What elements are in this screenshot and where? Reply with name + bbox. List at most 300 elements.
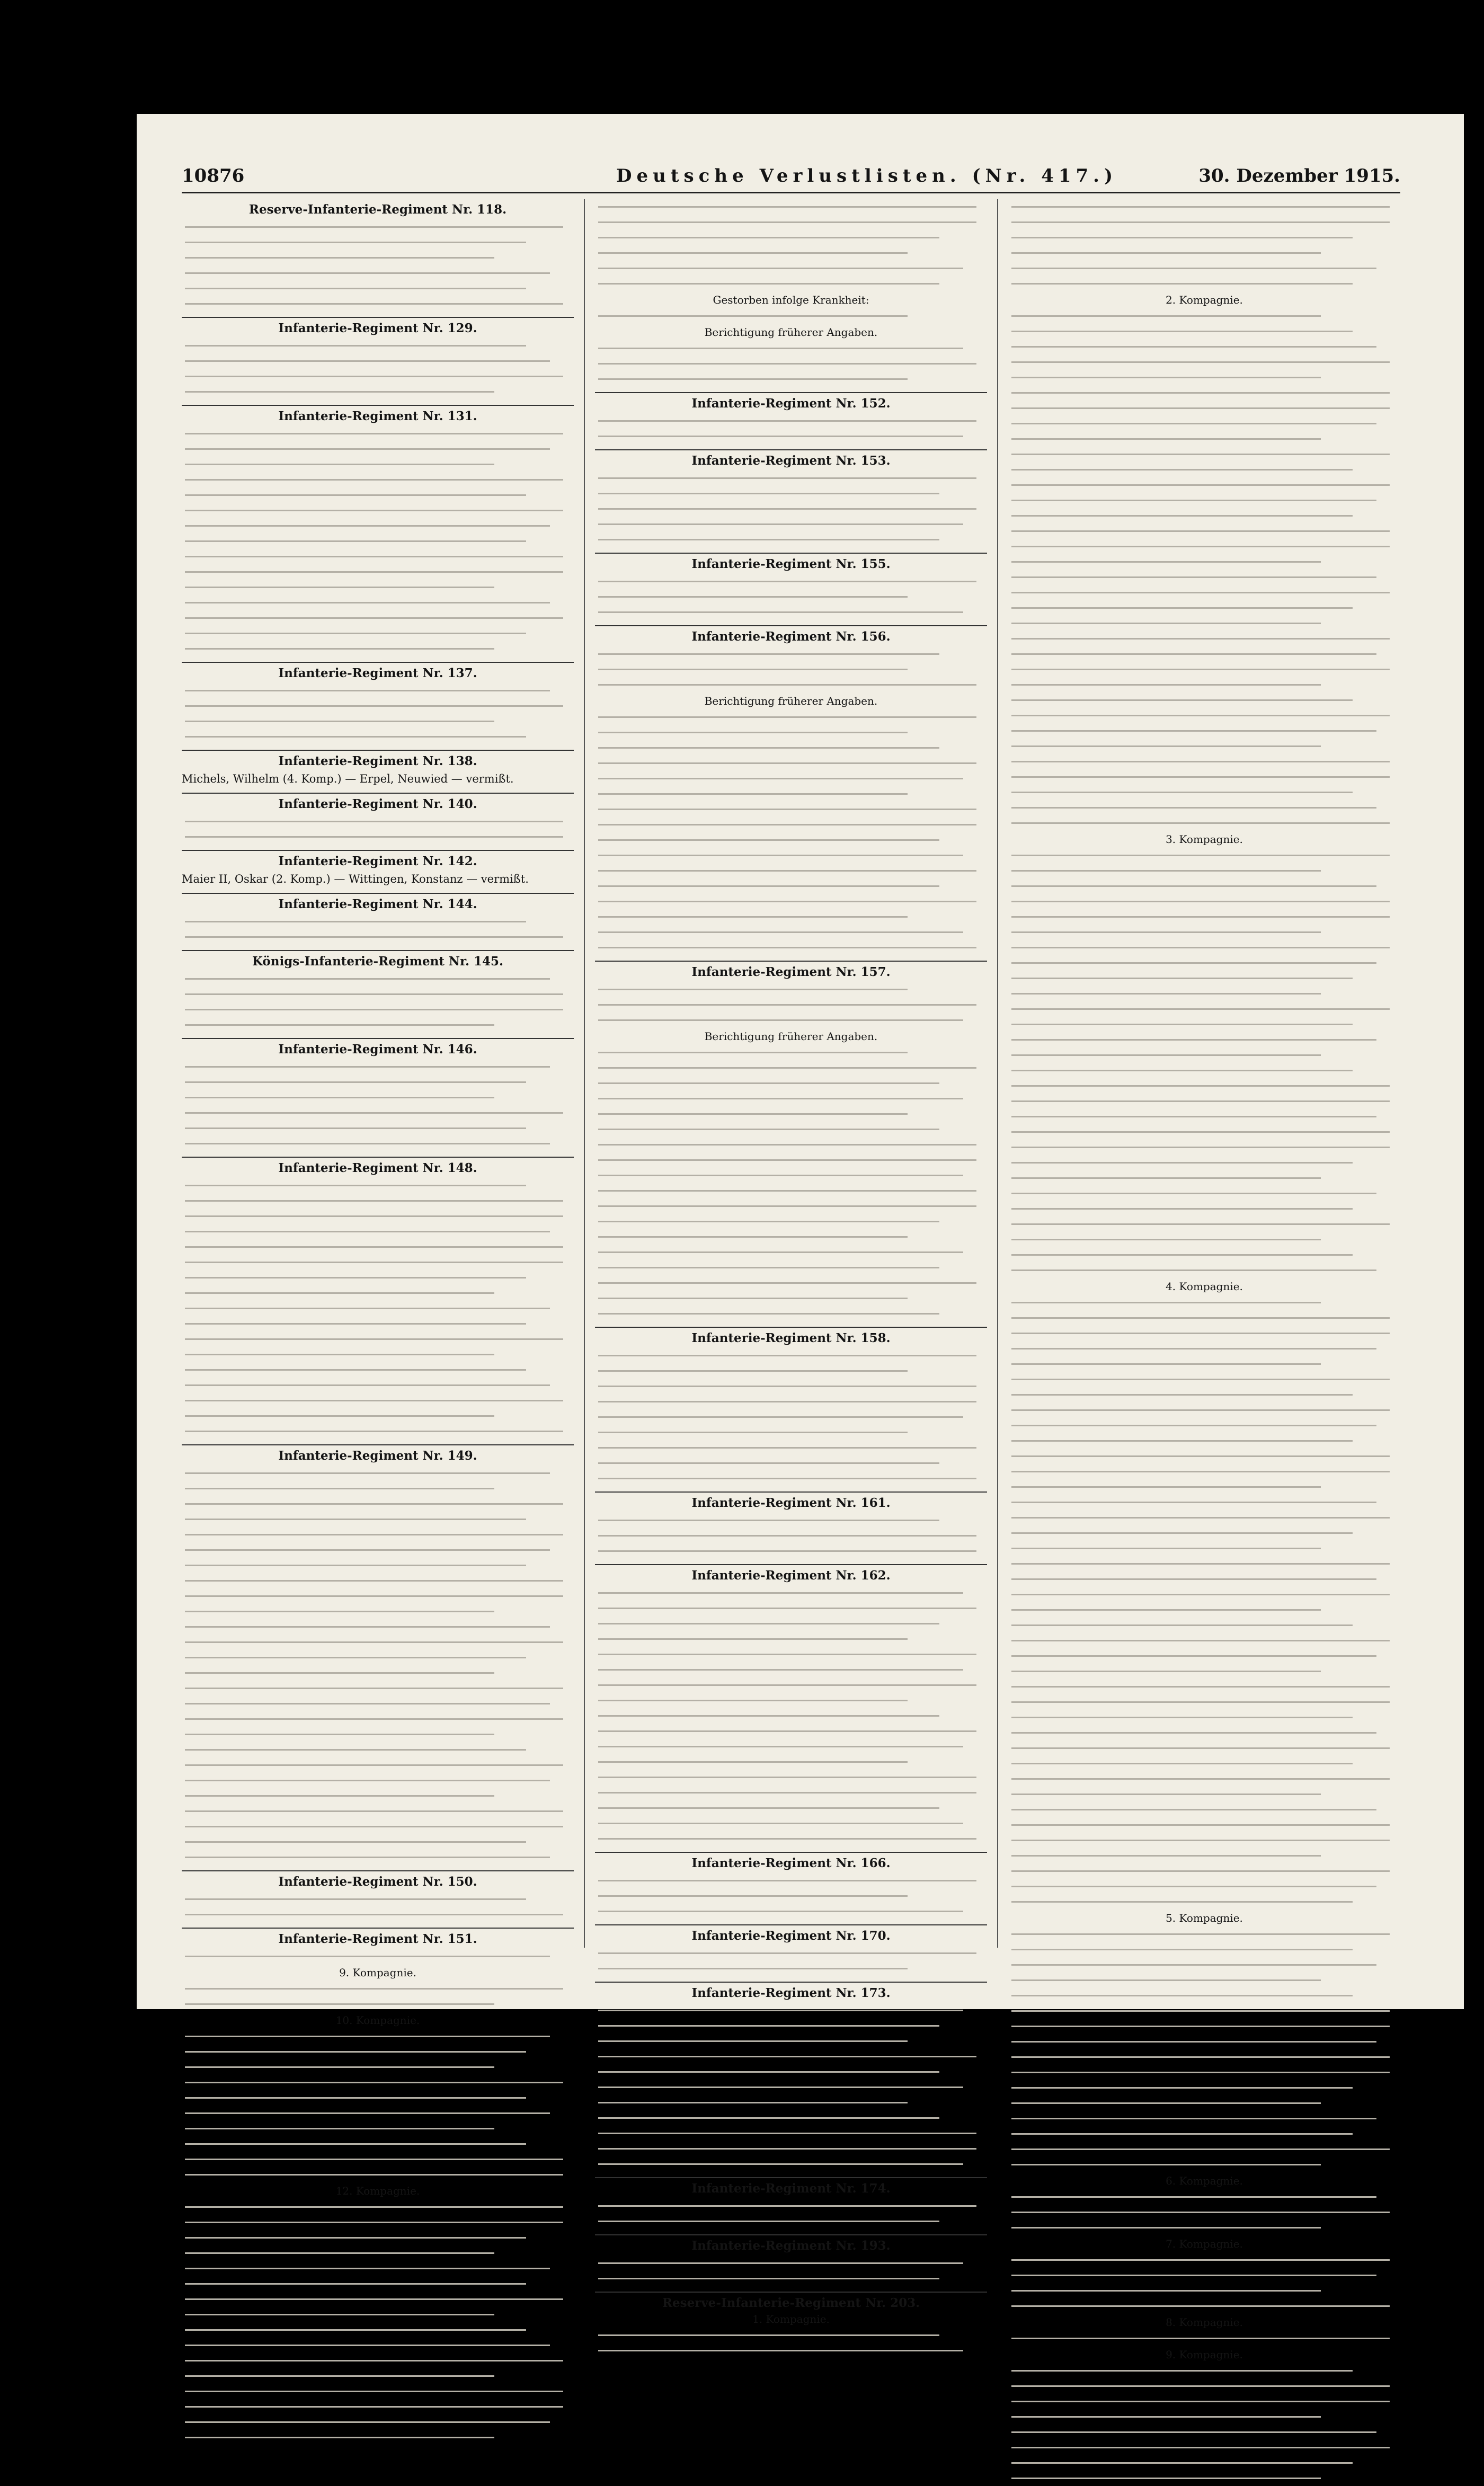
text-line	[595, 276, 987, 291]
text-line	[1008, 1525, 1400, 1541]
text-line	[595, 709, 987, 725]
text-line	[182, 1512, 574, 1527]
text-line	[182, 1834, 574, 1850]
text-line	[182, 1285, 574, 1301]
text-line	[1008, 1140, 1400, 1155]
text-line	[1008, 539, 1400, 554]
text-line	[182, 1788, 574, 1804]
text-line	[182, 814, 574, 829]
text-line	[182, 518, 574, 534]
text-line	[595, 2126, 987, 2141]
text-line	[595, 1528, 987, 1543]
text-line	[1008, 800, 1400, 815]
text-line	[1008, 1063, 1400, 1078]
text-line	[595, 2064, 987, 2080]
text-line	[182, 353, 574, 369]
text-line	[182, 503, 574, 518]
text-line	[595, 1739, 987, 1754]
text-line	[1008, 1155, 1400, 1170]
text-line	[182, 2230, 574, 2245]
section-heading: 12. Kompagnie.	[335, 2185, 420, 2197]
text-line	[1008, 477, 1400, 493]
text-line	[182, 1949, 574, 1964]
text-line	[595, 308, 987, 324]
section-heading: 6. Kompagnie.	[1166, 2174, 1243, 2187]
text-line	[1008, 1771, 1400, 1787]
regiment-heading: Infanterie-Regiment Nr. 162.	[595, 1564, 987, 1583]
text-line	[182, 2292, 574, 2307]
text-line	[595, 1440, 987, 1455]
text-line	[1008, 2283, 1400, 2298]
text-line	[182, 1075, 574, 1090]
text-line	[595, 1647, 987, 1662]
regiment-heading: Königs-Infanterie-Regiment Nr. 145.	[182, 950, 574, 969]
text-line	[595, 2256, 987, 2271]
text-line	[182, 1121, 574, 1136]
text-line	[595, 1754, 987, 1770]
text-line	[182, 1424, 574, 1439]
text-line	[595, 1137, 987, 1152]
text-line	[1008, 692, 1400, 708]
column-rule	[997, 199, 998, 1948]
regiment-heading: Infanterie-Regiment Nr. 193.	[595, 2234, 987, 2253]
text-line	[1008, 339, 1400, 354]
publication-title	[616, 165, 1117, 187]
text-line	[595, 1585, 987, 1601]
text-line	[1008, 1741, 1400, 1756]
text-line	[182, 2167, 574, 2182]
text-line	[182, 265, 574, 281]
text-line	[1008, 385, 1400, 401]
text-line	[1008, 261, 1400, 276]
text-line	[182, 2384, 574, 2399]
text-line	[1008, 1756, 1400, 1771]
text-line	[595, 371, 987, 387]
text-line	[1008, 2126, 1400, 2142]
section-heading: 8. Kompagnie.	[1166, 2316, 1243, 2329]
text-line	[1008, 1725, 1400, 1741]
text-line	[595, 261, 987, 276]
text-line	[182, 987, 574, 1002]
text-line	[595, 1631, 987, 1647]
text-line	[1008, 1232, 1400, 1247]
text-line	[1008, 1694, 1400, 1710]
regiment-heading: Reserve-Infanterie-Regiment Nr. 203.	[595, 2292, 987, 2310]
text-line	[182, 369, 574, 384]
text-line	[595, 1106, 987, 1122]
text-line	[182, 2368, 574, 2384]
page-number: 10876	[182, 165, 245, 187]
text-line	[595, 2049, 987, 2064]
regiment-heading: Infanterie-Regiment Nr. 161.	[595, 1491, 987, 1510]
text-line	[1008, 447, 1400, 462]
text-line	[595, 1662, 987, 1677]
text-line	[1008, 2019, 1400, 2034]
text-line	[1008, 1510, 1400, 1525]
text-line	[1008, 769, 1400, 785]
text-line	[182, 2044, 574, 2059]
text-line	[1008, 1433, 1400, 1449]
section-heading: Berichtigung früherer Angaben.	[704, 695, 878, 707]
text-line	[182, 2136, 574, 2152]
text-line	[1008, 1418, 1400, 1433]
text-line	[1008, 2409, 1400, 2425]
issue-date: 30. Dezember 1915.	[1198, 165, 1400, 187]
text-line	[1008, 2111, 1400, 2126]
text-line	[595, 2271, 987, 2286]
text-line	[1008, 1710, 1400, 1725]
text-line	[595, 1183, 987, 1198]
text-line	[595, 1045, 987, 1060]
text-line	[1008, 2049, 1400, 2065]
text-line	[1008, 1326, 1400, 1341]
text-line	[182, 1804, 574, 1819]
text-line	[595, 199, 987, 215]
regiment-heading: Infanterie-Regiment Nr. 144.	[182, 893, 574, 911]
text-line	[1008, 230, 1400, 245]
text-line	[595, 1275, 987, 1291]
text-line	[182, 1408, 574, 1424]
text-line	[182, 1773, 574, 1788]
text-line	[595, 470, 987, 486]
column-3	[1008, 199, 1400, 2361]
text-line	[595, 925, 987, 940]
text-line	[595, 771, 987, 786]
text-line	[182, 219, 574, 235]
text-line	[182, 1017, 574, 1033]
text-line	[1008, 2220, 1400, 2235]
regiment-heading: Infanterie-Regiment Nr. 151.	[182, 1928, 574, 1946]
text-line	[182, 2106, 574, 2121]
text-line	[1008, 1894, 1400, 1910]
regiment-heading: Reserve-Infanterie-Regiment Nr. 118.	[248, 202, 507, 217]
text-line	[182, 1527, 574, 1542]
text-line	[595, 832, 987, 848]
text-line	[182, 2215, 574, 2230]
text-line	[1008, 493, 1400, 508]
text-line	[182, 1378, 574, 1393]
text-line	[595, 1693, 987, 1708]
section-heading: 4. Kompagnie.	[1166, 1280, 1243, 1293]
text-line	[595, 517, 987, 532]
text-line	[1008, 1402, 1400, 1418]
text-line	[1008, 2378, 1400, 2394]
text-line	[182, 1393, 574, 1408]
text-line	[1008, 1556, 1400, 1571]
text-line	[1008, 416, 1400, 431]
text-line	[182, 1757, 574, 1773]
text-line	[1008, 2096, 1400, 2111]
text-line	[1008, 1372, 1400, 1387]
text-line	[595, 1260, 987, 1275]
text-line	[1008, 401, 1400, 416]
text-line	[1008, 2440, 1400, 2455]
text-line	[595, 501, 987, 517]
text-line	[1008, 1341, 1400, 1356]
casualty-entry: Michels, Wilhelm (4. Komp.) — Erpel, Neuwied — vermißt.	[182, 773, 514, 785]
text-line	[595, 817, 987, 832]
page-header	[182, 164, 1400, 193]
text-line	[1008, 1926, 1400, 1942]
text-line	[182, 610, 574, 626]
text-line	[1008, 2205, 1400, 2220]
text-line	[182, 971, 574, 987]
text-line	[1008, 739, 1400, 754]
regiment-heading: Infanterie-Regiment Nr. 155.	[595, 553, 987, 571]
text-line	[595, 1816, 987, 1831]
text-line	[1008, 815, 1400, 831]
text-line	[1008, 909, 1400, 925]
text-line	[595, 1076, 987, 1091]
text-line	[182, 626, 574, 641]
text-line	[182, 534, 574, 549]
text-line	[182, 1681, 574, 1696]
newspaper-page	[137, 114, 1464, 2361]
text-line	[182, 580, 574, 595]
text-line	[1008, 940, 1400, 955]
text-line	[1008, 1817, 1400, 1833]
text-line	[1008, 2298, 1400, 2314]
text-line	[595, 1961, 987, 1976]
text-line	[595, 605, 987, 620]
text-line	[1008, 1449, 1400, 1464]
text-line	[182, 2353, 574, 2368]
text-line	[595, 1152, 987, 1168]
text-line	[595, 982, 987, 997]
section-heading: 5. Kompagnie.	[1166, 1912, 1243, 1924]
text-line	[595, 2156, 987, 2172]
text-line	[182, 1301, 574, 1316]
regiment-heading: Infanterie-Regiment Nr. 170.	[595, 1924, 987, 1943]
text-line	[595, 1245, 987, 1260]
text-line	[1008, 1495, 1400, 1510]
text-line	[1008, 1848, 1400, 1863]
text-line	[1008, 1863, 1400, 1879]
regiment-heading: Infanterie-Regiment Nr. 174.	[595, 2177, 987, 2196]
text-line	[182, 1850, 574, 1865]
text-line	[595, 909, 987, 925]
text-line	[595, 1425, 987, 1440]
text-line	[1008, 894, 1400, 909]
regiment-heading: Infanterie-Regiment Nr. 158.	[595, 1327, 987, 1345]
text-line	[182, 1002, 574, 1017]
text-line	[595, 413, 987, 429]
text-line	[182, 235, 574, 250]
text-line	[1008, 616, 1400, 631]
regiment-heading: Infanterie-Regiment Nr. 153.	[595, 449, 987, 468]
text-line	[1008, 600, 1400, 616]
text-line	[1008, 1571, 1400, 1587]
text-line	[1008, 570, 1400, 585]
text-line	[182, 1665, 574, 1681]
regiment-heading: Infanterie-Regiment Nr. 131.	[182, 405, 574, 423]
text-line	[182, 384, 574, 399]
regiment-heading: Infanterie-Regiment Nr. 157.	[595, 961, 987, 979]
text-line	[182, 729, 574, 744]
text-line	[182, 2090, 574, 2106]
text-line	[182, 1105, 574, 1121]
text-line	[595, 1394, 987, 1409]
text-line	[182, 1711, 574, 1727]
text-line	[182, 1573, 574, 1588]
text-line	[182, 2075, 574, 2090]
text-line	[182, 1466, 574, 1481]
text-line	[595, 1513, 987, 1528]
text-line	[595, 848, 987, 863]
regiment-heading: Infanterie-Regiment Nr. 148.	[182, 1157, 574, 1175]
regiment-heading: Infanterie-Regiment Nr. 152.	[595, 392, 987, 411]
text-line	[1008, 708, 1400, 723]
text-line	[1008, 863, 1400, 878]
text-line	[182, 2399, 574, 2414]
text-line	[182, 2121, 574, 2136]
text-line	[595, 589, 987, 605]
section-heading: 9. Kompagnie.	[1166, 2348, 1243, 2361]
text-line	[1008, 1833, 1400, 1848]
text-line	[595, 2141, 987, 2156]
section-heading: Berichtigung früherer Angaben.	[704, 326, 878, 339]
text-line	[182, 1347, 574, 1362]
column-1	[182, 199, 574, 2197]
text-line	[595, 1831, 987, 1846]
text-line	[1008, 1957, 1400, 1973]
text-line	[1008, 646, 1400, 662]
text-line	[182, 1481, 574, 1496]
text-line	[595, 2343, 987, 2358]
text-line	[1008, 1295, 1400, 1310]
text-line	[182, 1316, 574, 1331]
text-line	[1008, 1802, 1400, 1817]
text-line	[182, 2152, 574, 2167]
text-line	[595, 863, 987, 878]
text-line	[595, 1601, 987, 1616]
text-line	[595, 1122, 987, 1137]
text-line	[1008, 324, 1400, 339]
text-line	[595, 756, 987, 771]
column-rule	[584, 199, 585, 1948]
regiment-heading: Infanterie-Regiment Nr. 142.	[182, 850, 574, 868]
text-line	[595, 1060, 987, 1076]
text-line	[595, 1708, 987, 1724]
text-line	[1008, 1648, 1400, 1664]
section-heading: 7. Kompagnie.	[1166, 2238, 1243, 2250]
text-line	[182, 1696, 574, 1711]
text-line	[595, 1409, 987, 1425]
text-line	[1008, 2425, 1400, 2440]
text-line	[1008, 215, 1400, 230]
text-line	[182, 2430, 574, 2445]
text-line	[182, 829, 574, 845]
text-line	[1008, 554, 1400, 570]
text-line	[1008, 1664, 1400, 1679]
text-line	[595, 2110, 987, 2126]
regiment-heading: Infanterie-Regiment Nr. 150.	[182, 1870, 574, 1889]
text-line	[182, 714, 574, 729]
text-line	[595, 429, 987, 444]
text-line	[595, 1229, 987, 1245]
text-line	[595, 2018, 987, 2034]
text-line	[182, 2307, 574, 2322]
text-line	[182, 1727, 574, 1742]
text-line	[595, 1616, 987, 1631]
text-line	[1008, 1787, 1400, 1802]
section-heading: Berichtigung früherer Angaben.	[704, 1030, 878, 1043]
section-heading: 10. Kompagnie.	[335, 2014, 420, 2027]
text-line	[182, 296, 574, 312]
text-line	[182, 1635, 574, 1650]
text-line	[1008, 2034, 1400, 2049]
text-line	[182, 595, 574, 610]
text-line	[1008, 1541, 1400, 1556]
text-line	[1008, 1310, 1400, 1326]
text-line	[1008, 1124, 1400, 1140]
text-line	[182, 929, 574, 945]
text-line	[595, 725, 987, 740]
text-line	[595, 1471, 987, 1486]
text-line	[1008, 2455, 1400, 2471]
text-line	[182, 1209, 574, 1224]
text-line	[182, 250, 574, 265]
text-line	[182, 1224, 574, 1239]
text-line	[595, 2198, 987, 2214]
text-line	[182, 1362, 574, 1378]
text-line	[595, 1013, 987, 1028]
text-line	[595, 940, 987, 955]
text-line	[1008, 308, 1400, 324]
text-line	[595, 486, 987, 501]
text-line	[595, 2095, 987, 2110]
text-line	[182, 1604, 574, 1619]
text-line	[595, 1904, 987, 1919]
section-heading: 9. Kompagnie.	[339, 1966, 416, 1979]
text-line	[595, 1291, 987, 1306]
text-line	[182, 1588, 574, 1604]
text-line	[595, 2328, 987, 2343]
regiment-heading: Infanterie-Regiment Nr. 173.	[595, 1982, 987, 2000]
text-line	[182, 441, 574, 457]
text-line	[595, 532, 987, 547]
text-line	[1008, 955, 1400, 971]
text-line	[182, 564, 574, 580]
text-line	[1008, 1602, 1400, 1618]
text-line	[1008, 1186, 1400, 1201]
text-line	[1008, 662, 1400, 677]
text-line	[182, 457, 574, 472]
text-line	[1008, 1973, 1400, 1988]
text-line	[595, 646, 987, 662]
text-line	[182, 1819, 574, 1834]
text-line	[182, 338, 574, 353]
text-line	[595, 662, 987, 677]
text-line	[1008, 2003, 1400, 2019]
text-line	[1008, 585, 1400, 600]
text-line	[595, 802, 987, 817]
regiment-heading: Infanterie-Regiment Nr. 138.	[182, 750, 574, 768]
text-line	[1008, 2331, 1400, 2346]
text-line	[595, 1306, 987, 1321]
section-heading: 3. Kompagnie.	[1166, 833, 1243, 846]
text-line	[1008, 2157, 1400, 2172]
text-line	[595, 356, 987, 371]
section-heading: 1. Kompagnie.	[752, 2313, 830, 2325]
text-line	[182, 487, 574, 503]
text-line	[1008, 523, 1400, 539]
text-line	[1008, 1988, 1400, 2003]
text-line	[1008, 1047, 1400, 1063]
text-line	[182, 281, 574, 296]
section-heading: 2. Kompagnie.	[1166, 294, 1243, 306]
text-line	[1008, 848, 1400, 863]
